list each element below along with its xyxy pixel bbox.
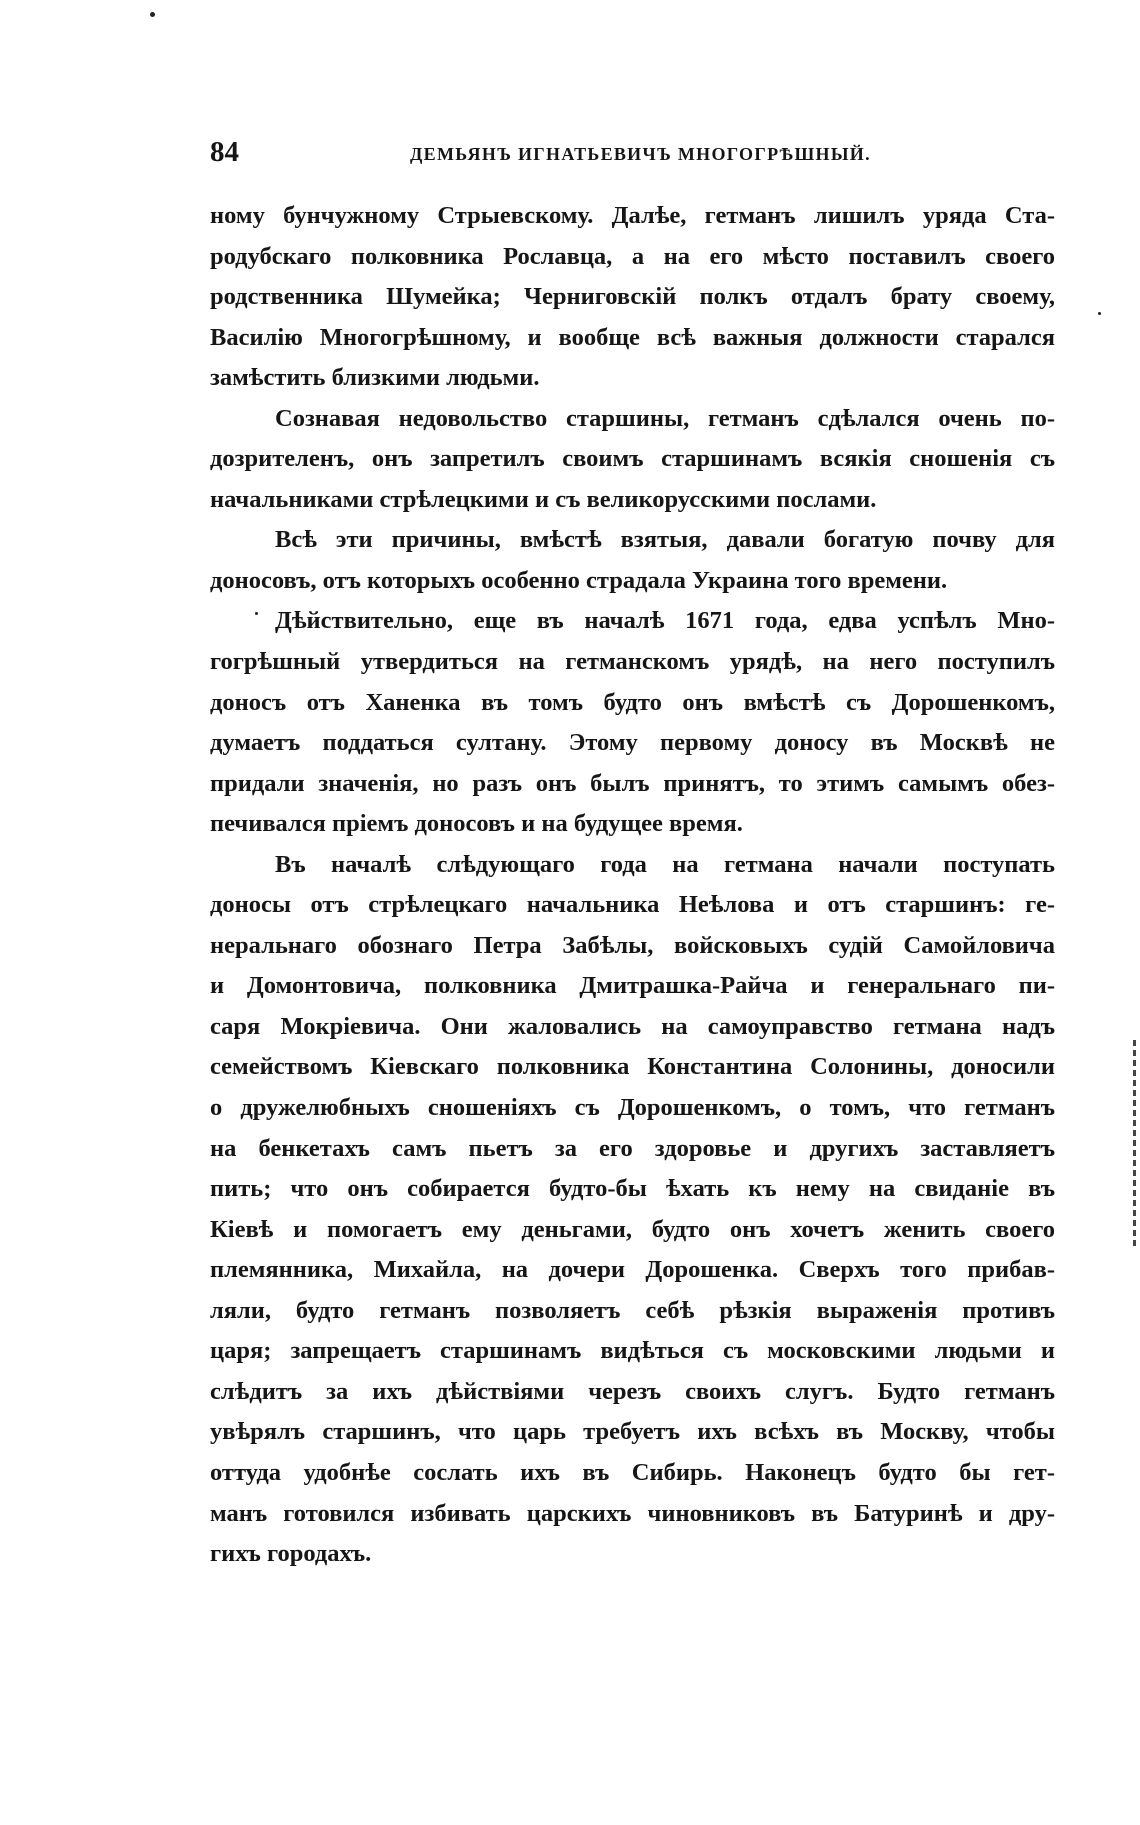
text-line: Василію Многогрѣшному, и вообще всѣ важныя должности старался (210, 323, 1055, 351)
text-line: на бенкетахъ самъ пьетъ за его здоровье и другихъ заставляетъ (210, 1134, 1055, 1162)
text-line: начальниками стрѣлецкими и съ великорусскими послами. (210, 485, 877, 513)
text-line: Сознавая недовольство старшины, гетманъ сдѣлался очень по- (275, 404, 1055, 432)
text-line: думаетъ поддаться султану. Этому первому доносу въ Москвѣ не (210, 729, 1055, 757)
body-text (210, 196, 1055, 1575)
text-line: царя; запрещаетъ старшинамъ видѣться съ московскими людьми и (210, 1337, 1055, 1365)
page-header (210, 136, 1055, 176)
text-line: оттуда удобнѣе сослать ихъ въ Сибирь. Наконецъ будто бы гет- (210, 1458, 1055, 1486)
text-line: Кіевѣ и помогаетъ ему деньгами, будто онъ хочетъ женить своего (210, 1215, 1055, 1243)
text-line: Дѣйствительно, еще въ началѣ 1671 года, едва успѣлъ Мно- (275, 607, 1055, 635)
text-line: замѣстить близкими людьми. (210, 364, 540, 392)
text-line: ляли, будто гетманъ позволяетъ себѣ рѣзкія выраженія противъ (210, 1296, 1055, 1324)
text-line: печивался пріемъ доносовъ и на будущее время. (210, 810, 743, 838)
text-line: Въ началѣ слѣдующаго года на гетмана начали поступать (275, 850, 1055, 878)
text-line: неральнаго обознаго Петра Забѣлы, войсковыхъ судій Самойловича (210, 931, 1055, 959)
text-line: манъ готовился избивать царскихъ чиновниковъ въ Батуринѣ и дру- (210, 1499, 1055, 1527)
text-line: увѣрялъ старшинъ, что царь требуетъ ихъ всѣхъ въ Москву, чтобы (210, 1418, 1055, 1446)
text-line: семействомъ Кіевскаго полковника Константина Солонины, доносили (210, 1053, 1055, 1081)
text-line: племянника, Михайла, на дочери Дорошенка. Сверхъ того прибав- (210, 1256, 1055, 1284)
text-line: гогрѣшный утвердиться на гетманскомъ урядѣ, на него поступилъ (210, 648, 1055, 676)
text-line: и Домонтовича, полковника Дмитрашка-Райча и генеральнаго пи- (210, 972, 1055, 1000)
text-line: гихъ городахъ. (210, 1540, 372, 1568)
text-line: слѣдитъ за ихъ дѣйствіями черезъ своихъ слугъ. Будто гетманъ (210, 1377, 1055, 1405)
running-title: ДЕМЬЯНЪ ИГНАТЬЕВИЧЪ МНОГОГРѢШНЫЙ. (410, 144, 871, 164)
text-line: родубскаго полковника Рославца, а на его мѣсто поставилъ своего (210, 242, 1055, 270)
text-line: о дружелюбныхъ сношеніяхъ съ Дорошенкомъ, о томъ, что гетманъ (210, 1094, 1055, 1122)
text-line: пить; что онъ собирается будто-бы ѣхать къ нему на свиданіе въ (210, 1175, 1055, 1203)
text-line: придали значенія, но разъ онъ былъ принятъ, то этимъ самымъ обез- (210, 769, 1055, 797)
speck-dot (150, 12, 155, 17)
text-line: доносы отъ стрѣлецкаго начальника Неѣлова и отъ старшинъ: ге- (210, 891, 1055, 919)
text-line: доносъ отъ Ханенка въ томъ будто онъ вмѣстѣ съ Дорошенкомъ, (210, 688, 1055, 716)
text-line: саря Мокріевича. Они жаловались на самоуправство гетмана надъ (210, 1012, 1055, 1040)
text-line: родственника Шумейка; Черниговскій полкъ отдалъ брату своему, (210, 283, 1055, 311)
scan-edge-mark (1133, 1040, 1136, 1250)
speck-dot (1098, 312, 1101, 315)
text-line: ному бунчужному Стрыевскому. Далѣе, гетманъ лишилъ уряда Ста- (210, 202, 1055, 229)
page-number: 84 (210, 136, 239, 168)
text-line: доносовъ, отъ которыхъ особенно страдала Украина того времени. (210, 566, 948, 594)
text-line: дозрителенъ, онъ запретилъ своимъ старшинамъ всякія сношенія съ (210, 445, 1055, 473)
text-line: Всѣ эти причины, вмѣстѣ взятыя, давали богатую почву для (275, 526, 1055, 554)
